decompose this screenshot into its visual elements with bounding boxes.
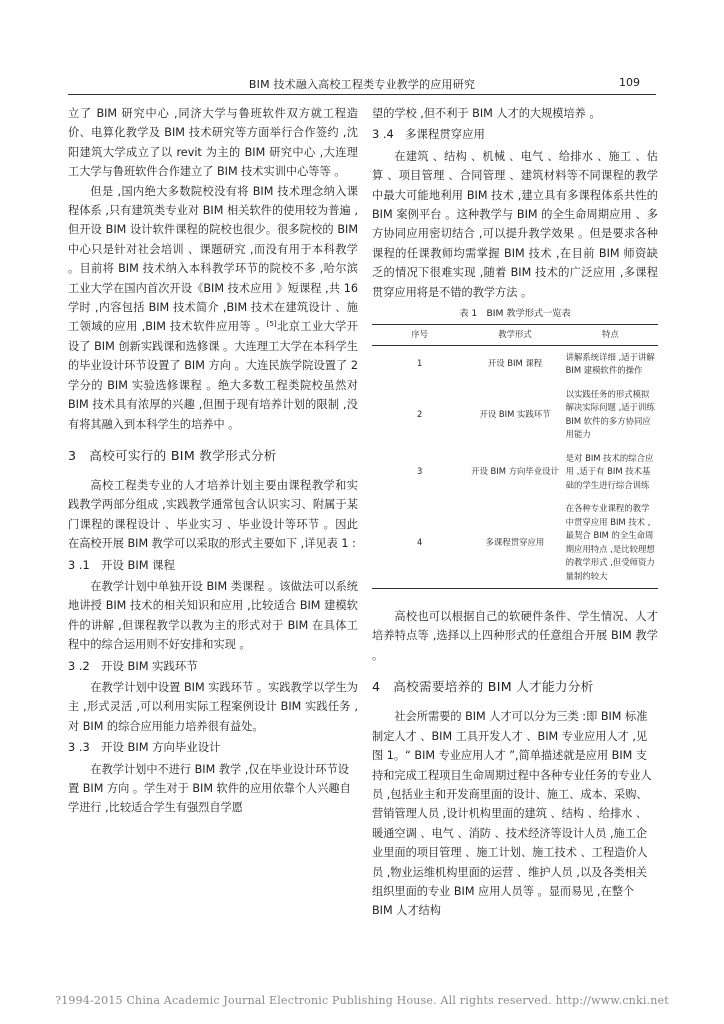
table-cell-feature: 在各种专业课程的教学中贯穿应用 BIM 技术 ,最契合 BIM 的全生命周期应用特点 ,是比较理想的教学形式 ,但受师资力量制约较大: [563, 497, 658, 589]
paragraph-3-2: 在教学计划中设置 BIM 实践环节 。实践教学以学生为主 ,形式灵活 ,可以利用实际工程案例设计 BIM 实践任务 ,对 BIM 的综合应用能力培养很有益处。: [68, 680, 358, 733]
table-cell-form: 多课程贯穿应用: [467, 497, 562, 589]
right-column: [372, 104, 658, 921]
section-4-heading: 4 高校需要培养的 BIM 人才能力分析: [372, 679, 594, 695]
paragraph-domestic-status: [68, 182, 358, 434]
table-cell-number: 4: [372, 497, 467, 589]
paragraph-continued-right: 望的学校 ,但不利于 BIM 人才的大规模培养 。: [372, 107, 601, 120]
table-header-feature: 特点: [563, 325, 658, 346]
table-cell-form: 开设 BIM 课程: [487, 358, 543, 369]
paragraph-section-4: 社会所需要的 BIM 人才可以分为三类 :即 BIM 标准制定人才 、BIM 工具开发人才 、BIM 专业应用人才 ,见图 1。“ BIM 专业应用人才 ”,简单描述就是应用 BIM 支持和完成工程项目生命周期过程中各种专业任务的专业人员 ,包括业主和开发商里面的设计、施工、成本、采购、营销管理人员 ,设计机构里面的建筑 、结构 、给排水 、暖通空调 、电气 、消防 、技术经济等设计人员 ,施工企业里面的项目管理 、施工计划、施工技术 、工程造价人员 ,物业运维机构里面的运营 、维护人员 ,以及各类相关组织里面的专业 BIM 应用人员等 。显而易见 ,在整个 BIM 人才结构: [372, 710, 652, 918]
table-header-form: 教学形式: [467, 325, 562, 346]
subsection-3-4-heading: 3 .4 多课程贯穿应用: [372, 127, 485, 142]
reference-marker[interactable]: [5]: [266, 320, 277, 329]
paragraph-after-table: 高校也可以根据自己的软硬件条件、学生情况、人才培养特点等 ,选择以上四种形式的任意组合开展 BIM 教学 。: [372, 610, 658, 662]
table-cell-number: 2: [416, 408, 423, 419]
table-header-number: 序号: [372, 325, 467, 346]
paragraph-text: 但是 ,国内绝大多数院校没有将 BIM 技术理念纳入课程体系 ,只有建筑类专业对 BIM 相关软件的使用较为普遍 ,但开设 BIM 设计软件课程的院校也很少。很多院校的 BIM 中心只是针对社会培训 、课题研究 ,而没有用于本科教学 。目前将 BIM 技术纳入本科教学环节的院校不多 ,哈尔滨工业大学在国内首次开设《BIM 技术应用 》短课程 ,共 16 学时 ,内容包括 BIM 技术简介 ,BIM 技术在建筑设计 、施工领域的应用 ,BIM 技术软件应用等 。: [68, 184, 358, 334]
running-title: BIM 技术融入高校工程类专业教学的应用研究: [248, 78, 476, 91]
table-cell-number: 3: [416, 466, 423, 477]
table-cell-feature: 讲解系统详细 ,适于讲解 BIM 建模软件的操作: [565, 351, 655, 376]
running-header: [0, 74, 724, 94]
table-cell-feature: 是对 BIM 技术的综合应用 ,适于有 BIM 技术基础的学生进行综合训练: [565, 452, 654, 490]
table-row: [372, 383, 658, 447]
paragraph-3-4: 在建筑 、结构 、机械 、电气 、给排水 、施工 、估算 、项目管理 、合同管理 、建筑材料等不同课程的教学中最大可能地利用 BIM 技术 ,建立具有多课程体系共性的 BIM 案例平台 。这种教学与 BIM 的全生命周期应用 、多方协同应用密切结合 ,可以提升教学效果 。但是要求各种课程的任课教师均需掌握 BIM 技术 ,在目前 BIM 师资缺乏的情况下很难实现 ,随着 BIM 技术的广泛应用 ,多课程贯穿应用将是不错的教学方法 。: [372, 149, 658, 299]
table-row: [372, 497, 658, 589]
page-number: 109: [619, 76, 640, 89]
paragraph-3-3: 在教学计划中不进行 BIM 教学 ,仅在毕业设计环节设置 BIM 方向 。学生对于 BIM 软件的应用依靠个人兴趣自学进行 ,比较适合学生有强烈自学愿: [68, 762, 351, 815]
paragraph-3-1: 在教学计划中单独开设 BIM 类课程 。该做法可以系统地讲授 BIM 技术的相关知识和应用 ,比较适合 BIM 建模软件的讲解 ,但课程教学以教为主的形式对于 BIM 在具体工程中的综合运用则不好安排和实现 。: [68, 579, 358, 652]
header-rule: [68, 94, 656, 95]
table-header-row: [372, 325, 658, 346]
table-row: [372, 345, 658, 383]
table-caption: 表 1 BIM 教学形式一览表: [459, 308, 571, 320]
table-row: [372, 447, 658, 498]
table-cell-form: 开设 BIM 实践环节: [479, 408, 551, 419]
teaching-forms-table: [372, 324, 658, 589]
paragraph-section-3: 高校工程类专业的人才培养计划主要由课程教学和实践教学两部分组成 ,实践教学通常包含认识实习、附属于某门课程的课程设计 、毕业实习 、毕业设计等环节 。因此在高校开展 BIM 教学可以采取的形式主要如下 ,详见表 1 :: [68, 478, 358, 551]
subsection-3-2-heading: 3 .2 开设 BIM 实践环节: [68, 658, 198, 673]
table-cell-form: 开设 BIM 方向毕业设计: [471, 466, 559, 477]
subsection-3-3-heading: 3 .3 开设 BIM 方向毕业设计: [68, 740, 221, 755]
table-cell-feature: 以实践任务的形式模拟解决实际问题 ,适于训练 BIM 软件的多方协同应用能力: [565, 388, 655, 440]
subsection-3-1-heading: 3 .1 开设 BIM 课程: [68, 557, 175, 572]
paragraph-text: 北京工业大学开设了 BIM 创新实践课和选修课 。大连理工大学在本科学生的毕业设计环节设置了 BIM 方向 。大连民族学院设置了 2 学分的 BIM 实验选修课程 。绝大多数工程类院校虽然对 BIM 技术具有浓厚的兴趣 ,但囿于现有培养计划的限制 ,没有将其融入到本科学生的培养中 。: [68, 320, 358, 431]
paragraph-continued: 立了 BIM 研究中心 ,同济大学与鲁班软件双方就工程造价、电算化教学及 BIM 技术研究等方面举行合作签约 ,沈阳建筑大学成立了以 revit 为主的 BIM 研究中心 ,大连理工大学与鲁班软件合作建立了 BIM 技术实训中心等等 。: [68, 107, 358, 179]
table-cell-number: 1: [416, 358, 423, 369]
left-column: [68, 104, 358, 818]
section-3-heading: 3 高校可实行的 BIM 教学形式分析: [68, 447, 277, 463]
copyright-footer: ?1994-2015 China Academic Journal Electronic Publishing House. All rights reserved. http://www.cnki.net: [55, 994, 669, 1007]
